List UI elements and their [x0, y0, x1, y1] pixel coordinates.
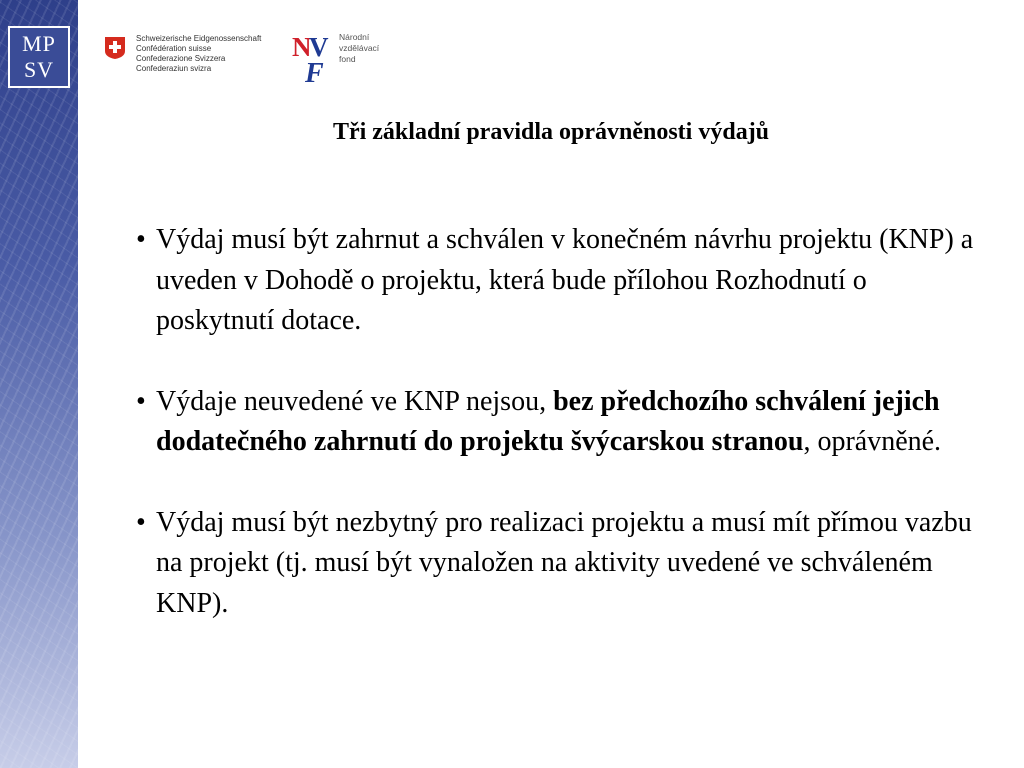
bullet-text-1: Výdaj musí být zahrnut a schválen v konečném návrhu projektu (KNP) a uveden v Dohodě o projektu, která bude přílohou Rozhodnutí o poskytnutí dotace.	[156, 224, 974, 336]
bullet-text-2-after: , oprávněné.	[803, 426, 942, 457]
swiss-name-fr: Confédération suisse	[136, 44, 212, 53]
bullet-mark: •	[136, 506, 146, 538]
swiss-confederation-names	[136, 34, 261, 74]
svg-text:F: F	[305, 58, 324, 86]
swiss-name-it: Confederazione Svizzera	[136, 54, 226, 63]
svg-text:V: V	[309, 32, 329, 62]
nvf-name	[339, 32, 379, 65]
decorative-side-band	[0, 0, 78, 768]
mpsv-logo-line2: SV	[23, 57, 55, 82]
bullet-text-3: Výdaj musí být nezbytný pro realizaci projektu a musí mít přímou vazbu na projekt (tj. musí být vynaložen na aktivity uvedené ve schváleném KNP).	[156, 506, 972, 619]
bullet-item-2	[136, 382, 976, 463]
bullet-list	[136, 220, 976, 624]
bullet-mark: •	[136, 224, 146, 255]
nvf-name-line1: Národní	[339, 32, 370, 42]
mpsv-logo	[8, 26, 70, 88]
mpsv-logo-line1: MP	[22, 31, 56, 56]
bullet-item-1	[136, 220, 976, 342]
nvf-name-line2: vzdělávací	[339, 43, 380, 53]
nvf-letters-logo	[292, 30, 340, 86]
slide-title: Tři základní pravidla oprávněnosti výdajů	[332, 119, 770, 145]
bullet-item-3	[136, 503, 976, 625]
bullet-text-2-bold: bez předchozího schválení jejich dodatečného zahrnutí do projektu švýcarskou stranou	[156, 385, 940, 457]
swiss-confederation-logo	[104, 34, 261, 74]
bullet-text-2-before: Výdaje neuvedené ve KNP nejsou,	[156, 385, 554, 417]
nvf-logo	[292, 30, 402, 86]
nvf-name-line3: fond	[339, 54, 356, 64]
swiss-name-de: Schweizerische Eidgenossenschaft	[136, 34, 262, 43]
svg-text:N: N	[292, 32, 312, 62]
swiss-flag-icon	[104, 36, 126, 60]
swiss-name-rm: Confederaziun svizra	[136, 64, 212, 73]
bullet-mark: •	[136, 385, 146, 417]
